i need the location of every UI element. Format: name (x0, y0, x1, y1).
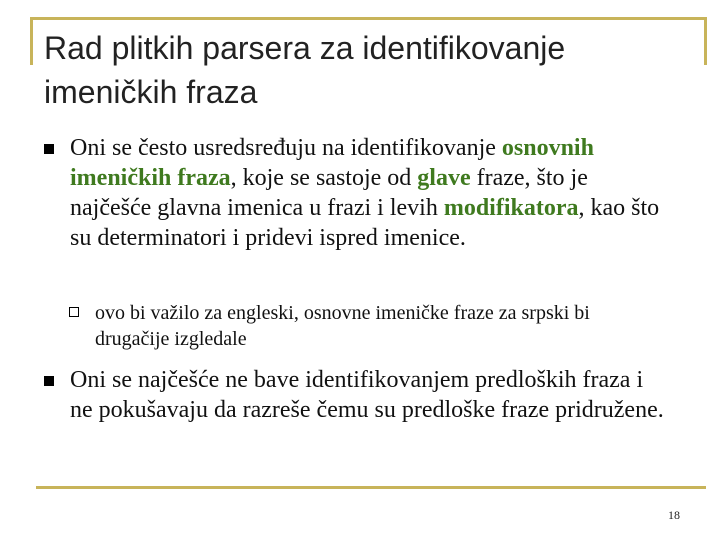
bullet-1-highlight-2: glave (417, 165, 471, 191)
bullet-2-text: Oni se najčešće ne bave identifikovanjem predloških fraza i ne pokušavaju da razreše čemu su predloške fraze pridružene. (70, 367, 664, 423)
page-number: 18 (668, 508, 680, 522)
title-frame-left-rule (30, 17, 33, 65)
title-frame-top-rule (30, 17, 705, 20)
sub-bullet-hollow-square-icon (69, 307, 79, 317)
bullet-1-part-2: , koje se sastoje od (230, 165, 418, 191)
bullet-1-highlight-3: modifikatora (443, 195, 579, 221)
bullet-1-part-3: fraze, što je najčešće glavna imenica u frazi i levih (70, 165, 588, 221)
footer-rule (36, 486, 706, 489)
bullet-square-icon (44, 376, 54, 386)
sub-bullet-1-text: ovo bi važilo za engleski, osnovne imeničke fraze za srpski bi drugačije izgledale (95, 302, 590, 350)
bullet-1-part-1: Oni se često usredsređuju na identifikovanje (70, 135, 502, 161)
title-frame-right-rule (704, 17, 707, 65)
slide-title: Rad plitkih parsera za identifikovanje imeničkih fraza (44, 30, 566, 110)
bullet-1-highlight-1: osnovnih imeničkih fraza (70, 135, 594, 191)
bullet-1-part-4: , kao što su determinatori i pridevi ispred imenice. (70, 195, 660, 251)
bullet-square-icon (44, 144, 54, 154)
bullet-1-text (70, 133, 670, 253)
